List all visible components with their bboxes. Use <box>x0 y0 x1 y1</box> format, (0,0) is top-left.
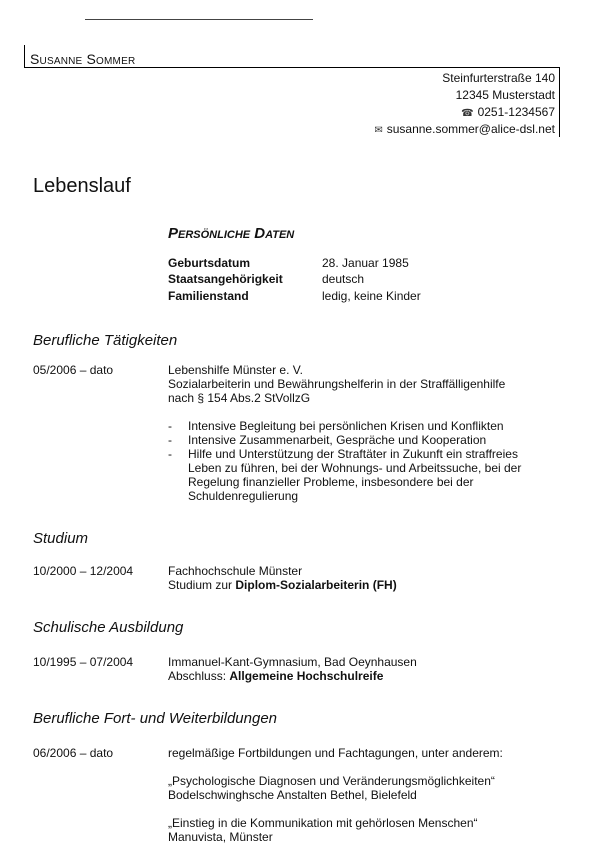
work-bullet-3: Hilfe und Unterstützung der Straftäter in Zukunft ein straffreies <box>188 447 518 461</box>
training-item-2-org: Manuvista, Münster <box>168 830 273 844</box>
envelope-icon: ✉ <box>374 125 383 136</box>
work-bullet-3-cont-2: Regelung finanzieller Probleme, insbesondere bei der <box>188 475 474 489</box>
email-address: susanne.sommer@alice-dsl.net <box>386 122 555 136</box>
training-date: 06/2006 – dato <box>33 746 114 760</box>
school-degree <box>168 669 383 683</box>
school-name: Immanuel-Kant-Gymnasium, Bad Oeynhausen <box>168 655 417 669</box>
email-line <box>374 122 555 136</box>
work-bullet-1: Intensive Begleitung bei persönlichen Krisen und Konflikten <box>188 419 504 433</box>
school-heading: Schulische Ausbildung <box>33 619 184 636</box>
address-street: Steinfurterstraße 140 <box>442 71 555 85</box>
bullet-marker: - <box>168 419 172 433</box>
nationality-label: Staatsangehörigkeit <box>168 272 283 286</box>
work-date: 05/2006 – dato <box>33 363 114 377</box>
phone-number: 0251-1234567 <box>477 105 555 119</box>
marital-status-value: ledig, keine Kinder <box>322 289 421 303</box>
birthdate-value: 28. Januar 1985 <box>322 256 409 270</box>
nationality-value: deutsch <box>322 272 365 286</box>
marital-status-label: Familienstand <box>168 289 249 303</box>
birthdate-label: Geburtsdatum <box>168 256 251 270</box>
top-rule <box>85 19 313 20</box>
school-date: 10/1995 – 07/2004 <box>33 655 134 669</box>
work-bullet-2: Intensive Zusammenarbeit, Gespräche und Kooperation <box>188 433 487 447</box>
bullet-marker: - <box>168 447 172 461</box>
work-position-legal: nach § 154 Abs.2 StVollzG <box>168 391 311 405</box>
school-degree-prefix: Abschluss: <box>168 669 230 683</box>
training-item-1-org: Bodelschwinghsche Anstalten Bethel, Bielefeld <box>168 788 417 802</box>
training-heading: Berufliche Fort- und Weiterbildungen <box>33 710 278 727</box>
study-degree-prefix: Studium zur <box>168 578 236 592</box>
phone-icon: ☎ <box>461 108 474 119</box>
training-item-2-title: „Einstieg in die Kommunikation mit gehörlosen Menschen“ <box>168 816 478 830</box>
work-bullet-3-cont-1: Leben zu führen, bei der Wohnungs- und Arbeitssuche, bei der <box>188 461 522 475</box>
work-heading: Berufliche Tätigkeiten <box>33 332 178 349</box>
work-bullet-3-cont-3: Schuldenregulierung <box>188 489 299 503</box>
address-city: 12345 Musterstadt <box>455 88 555 102</box>
applicant-name: Susanne Sommer <box>30 51 136 67</box>
study-degree-title: Diplom-Sozialarbeiterin (FH) <box>235 578 397 592</box>
study-institution: Fachhochschule Münster <box>168 564 303 578</box>
school-degree-title: Allgemeine Hochschulreife <box>229 669 384 683</box>
training-intro: regelmäßige Fortbildungen und Fachtagungen, unter anderem: <box>168 746 503 760</box>
study-date: 10/2000 – 12/2004 <box>33 564 134 578</box>
study-degree <box>168 578 397 592</box>
bullet-marker: - <box>168 433 172 447</box>
work-employer: Lebenshilfe Münster e. V. <box>168 363 303 377</box>
page-title: Lebenslauf <box>33 175 131 197</box>
training-item-1-title: „Psychologische Diagnosen und Veränderungsmöglichkeiten“ <box>168 774 495 788</box>
study-heading: Studium <box>33 530 89 547</box>
work-position: Sozialarbeiterin und Bewährungshelferin in der Straffälligenhilfe <box>168 377 506 391</box>
personal-data-heading: Persönliche Daten <box>168 225 295 242</box>
phone-line <box>461 105 555 119</box>
